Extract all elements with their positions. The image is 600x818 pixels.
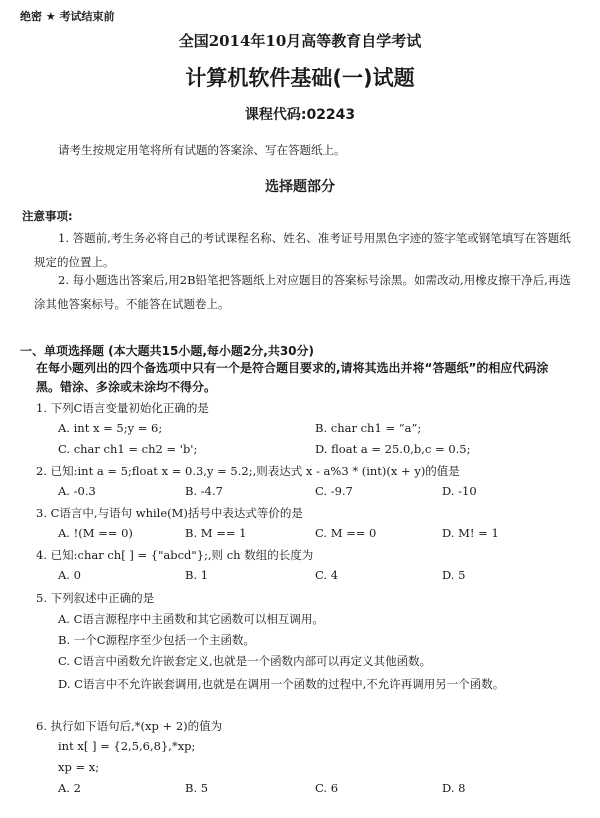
notice-title: 注意事项: — [22, 209, 73, 223]
question-3-option-b: B. M == 1 — [185, 526, 247, 540]
question-1-option-d: D. float a = 25.0,b,c = 0.5; — [315, 442, 471, 456]
question-6-stem: 6. 执行如下语句后,*(xp + 2)的值为 — [36, 719, 223, 733]
question-4-option-c: C. 4 — [315, 568, 339, 582]
question-2-stem: 2. 已知:int a = 5;float x = 0.3,y = 5.2;,则表达式 x - a%3 * (int)(x + y)的值是 — [36, 464, 460, 478]
question-5-stem: 5. 下列叙述中正确的是 — [36, 591, 155, 605]
question-2-option-d: D. -10 — [442, 484, 477, 498]
question-2-option-c: C. -9.7 — [315, 484, 353, 498]
question-4-option-b: B. 1 — [185, 568, 209, 582]
question-3-option-c: C. M == 0 — [315, 526, 377, 540]
notice-paragraph-1: 1. 答题前,考生务必将自己的考试课程名称、姓名、准考证号用黑色字迹的签字笔或钢笔填写在答题纸规定的位置上。 — [34, 231, 571, 269]
question-2-option-a: A. -0.3 — [58, 484, 96, 498]
part1-description: 在每小题列出的四个备选项中只有一个是符合题目要求的,请将其选出并将“答题纸”的相应代码涂黑。错涂、多涂或未涂均不得分。 — [36, 361, 549, 394]
question-3-stem: 3. C语言中,与语句 while(M)括号中表达式等价的是 — [36, 506, 303, 520]
part1-heading: 一、单项选择题 (本大题共15小题,每小题2分,共30分) — [20, 344, 315, 358]
question-1-stem: 1. 下列C语言变量初始化正确的是 — [36, 401, 209, 415]
notice-paragraph-2: 2. 每小题选出答案后,用2B铅笔把答题纸上对应题目的答案标号涂黑。如需改动,用橡皮擦干净后,再选涂其他答案标号。不能答在试题卷上。 — [34, 273, 571, 311]
question-1-option-c: C. char ch1 = ch2 = 'b'; — [58, 442, 198, 456]
question-3-option-d: D. M! = 1 — [442, 526, 499, 540]
question-3-option-a: A. !(M == 0) — [58, 526, 133, 540]
question-6-option-a: A. 2 — [58, 781, 81, 795]
question-6-option-b: B. 5 — [185, 781, 209, 795]
question-6-code-line-2: xp = x; — [58, 760, 100, 774]
question-4-option-d: D. 5 — [442, 568, 466, 582]
section-title: 选择题部分 — [265, 179, 335, 195]
exam-title: 全国2014年10月高等教育自学考试 — [178, 32, 422, 50]
question-1-option-b: B. char ch1 = “a”; — [315, 421, 422, 435]
question-5-option-d: D. C语言中不允许嵌套调用,也就是在调用一个函数的过程中,不允许再调用另一个函数。 — [58, 677, 505, 691]
question-6-code-line-1: int x[ ] = {2,5,6,8},*xp; — [58, 739, 196, 753]
question-4-stem: 4. 已知:char ch[ ] = {"abcd"};,则 ch 数组的长度为 — [36, 548, 314, 562]
question-6-option-d: D. 8 — [442, 781, 466, 795]
question-2-option-b: B. -4.7 — [185, 484, 223, 498]
question-6-option-c: C. 6 — [315, 781, 339, 795]
course-code: 课程代码:02243 — [244, 107, 356, 123]
question-4-option-a: A. 0 — [58, 568, 81, 582]
question-5-option-a: A. C语言源程序中主函数和其它函数可以相互调用。 — [58, 612, 324, 626]
question-5-option-c: C. C语言中函数允许嵌套定义,也就是一个函数内部可以再定义其他函数。 — [58, 654, 432, 668]
question-5-option-b: B. 一个C源程序至少包括一个主函数。 — [58, 633, 256, 647]
secret-label: 绝密 ★ 考试结束前 — [20, 10, 115, 23]
subject-title: 计算机软件基础(一)试题 — [185, 66, 415, 90]
intro-text: 请考生按规定用笔将所有试题的答案涂、写在答题纸上。 — [58, 143, 346, 157]
question-1-option-a: A. int x = 5;y = 6; — [58, 421, 163, 435]
